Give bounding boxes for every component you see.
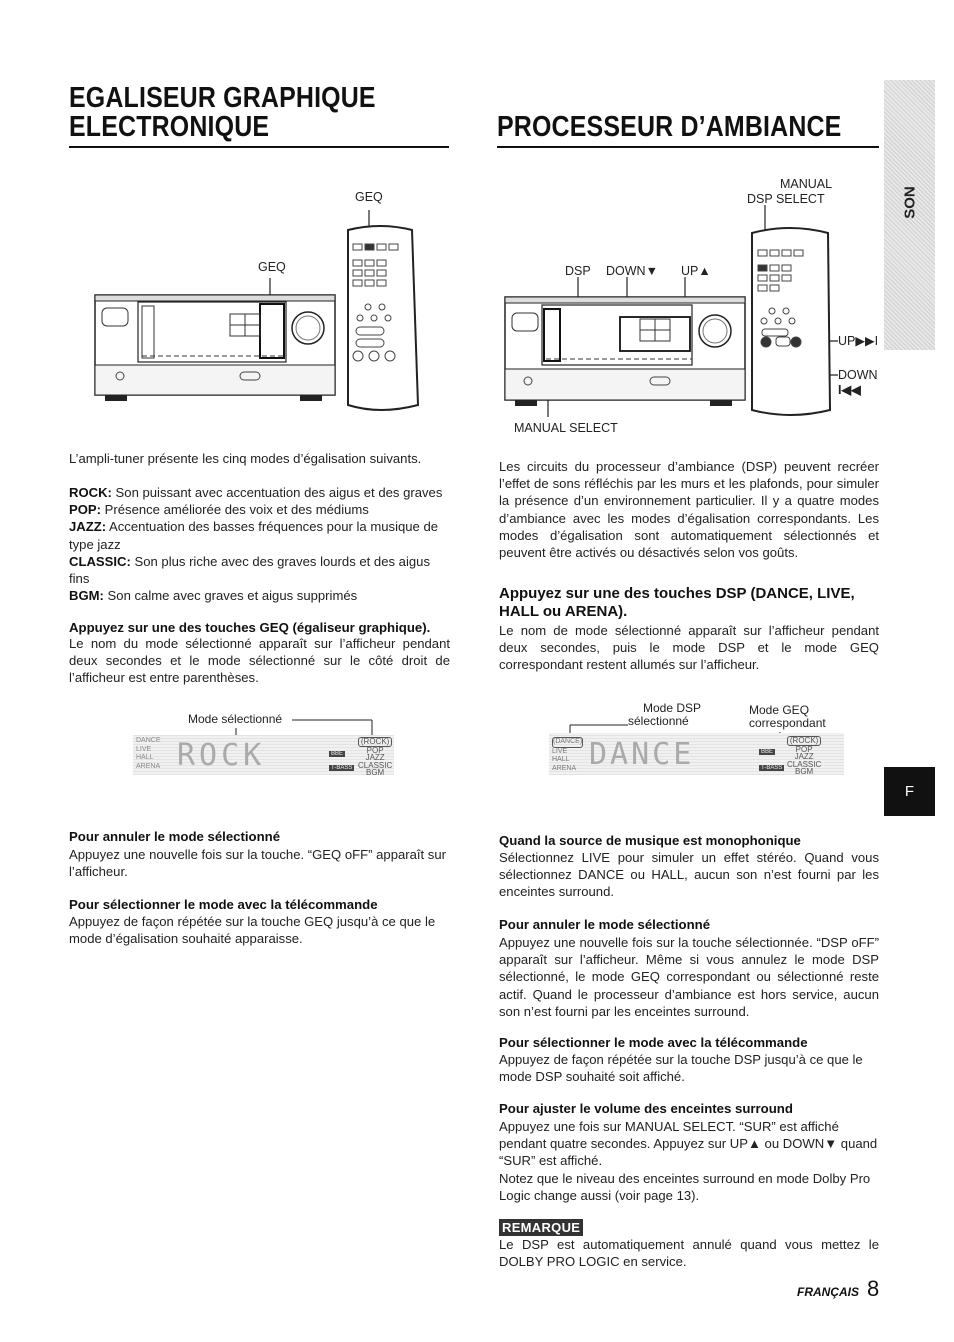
down-remote-label: DOWN — [838, 368, 878, 382]
right-display-segment-text: DANCE — [589, 737, 695, 772]
right-display-tbass-badge: T-BASS — [761, 765, 783, 771]
amplifier-illustration-left — [90, 200, 430, 415]
eq-mode-pop: POP: Présence améliorée des voix et des médiums — [69, 502, 369, 518]
left-cancel-heading: Pour annuler le mode sélectionné — [69, 829, 281, 844]
right-display-geq-label: Mode GEQ correspondant — [749, 703, 826, 730]
left-title-rule — [69, 146, 449, 148]
geq-remote-label: GEQ — [355, 190, 383, 204]
eq-mode-rock: ROCK: Son puissant avec accentuation des aigus et des graves — [69, 485, 443, 500]
dsp-select-label: DSP SELECT — [747, 192, 825, 206]
left-press-text: Le nom du mode sélectionné apparaît sur l’afficheur pendant deux secondes et le mode sélectionné sur le côté droit de l’afficheur est entre parenthèses. — [69, 636, 450, 686]
remark-text: Le DSP est automatiquement annulé quand vous mettez le DOLBY PRO LOGIC en service. — [499, 1237, 879, 1270]
footer-language: FRANÇAIS — [797, 1285, 859, 1299]
right-press-text: Le nom de mode sélectionné apparaît sur l’afficheur pendant deux secondes, puis le mode DSP et le mode GEQ correspondant restent allumés sur l’afficheur. — [499, 623, 879, 673]
side-tab-label: SON — [901, 186, 919, 219]
down-remote-symbol: I◀◀ — [838, 383, 861, 397]
side-tab-son — [884, 80, 935, 350]
manual-select-label: MANUAL SELECT — [514, 421, 618, 435]
right-title-rule — [497, 146, 879, 148]
right-mono-text: Sélectionnez LIVE pour simuler un effet stéréo. Quand vous sélectionnez DANCE ou HALL, aucun son n’est fourni par les enceintes surround. — [499, 850, 879, 900]
left-cancel-text: Appuyez une nouvelle fois sur la touche. “GEQ oFF” apparaît sur l’afficheur. — [69, 847, 447, 880]
left-display-label: Mode sélectionné — [188, 712, 283, 726]
eq-mode-bgm: BGM: Son calme avec graves et aigus supprimés — [69, 588, 358, 604]
right-display-bbe-badge: BBE — [761, 749, 774, 755]
down-label: DOWN▼ — [606, 264, 658, 278]
right-surround-text-2: Notez que le niveau des enceintes surround en mode Dolby Pro Logic change aussi (voir page 13). — [499, 1170, 871, 1203]
right-surround-heading: Pour ajuster le volume des enceintes surround — [499, 1101, 793, 1116]
left-title-line1: EGALISEUR GRAPHIQUE — [69, 82, 376, 114]
right-display-dsp-modes: (DANCE) LIVE HALL ARENA — [552, 738, 583, 772]
footer-page-number: 8 — [867, 1276, 880, 1301]
right-display-dsp-label: Mode DSP sélectionné — [628, 701, 702, 728]
left-remote-heading: Pour sélectionner le mode avec la télécommande — [69, 897, 378, 912]
left-title-line2: ELECTRONIQUE — [69, 111, 270, 143]
manual-label: MANUAL — [780, 177, 833, 191]
language-tab-label: F — [904, 783, 915, 800]
right-remote-heading: Pour sélectionner le mode avec la télécommande — [499, 1035, 808, 1050]
left-press-heading: Appuyez sur une des touches GEQ (égaliseur graphique). — [69, 620, 431, 635]
left-display-segment-text: ROCK — [177, 738, 266, 773]
left-remote-text: Appuyez de façon répétée sur la touche GEQ jusqu’à ce que le mode d’égalisation souhaité apparaisse. — [69, 914, 436, 947]
right-press-heading: Appuyez sur une des touches DSP (DANCE, LIVE, HALL ou ARENA). — [499, 585, 855, 620]
left-intro: L’ampli-tuner présente les cinq modes d’égalisation suivants. — [69, 451, 422, 466]
dsp-label: DSP — [565, 264, 591, 278]
left-display-tbass-badge: T-BASS — [331, 765, 353, 771]
right-surround-text-1: Appuyez une fois sur MANUAL SELECT. “SUR” est affiché pendant quatre secondes. Appuyez sur UP▲ ou DOWN▼ quand “SUR” est affiché. — [499, 1119, 878, 1169]
remark-badge: REMARQUE — [499, 1219, 583, 1236]
right-surround-text — [499, 1118, 879, 1204]
amplifier-illustration-right — [500, 205, 840, 420]
right-display-panel — [549, 733, 844, 775]
right-cancel-heading: Pour annuler le mode sélectionné — [499, 917, 711, 932]
eq-mode-jazz: JAZZ: Accentuation des basses fréquences pour la musique de type jazz — [69, 519, 439, 552]
up-remote-label: UP▶▶I — [838, 334, 879, 348]
right-intro: Les circuits du processeur d’ambiance (DSP) peuvent recréer l’effet de sons réfléchis par les murs et les plafonds, pour simuler la présence d’un environnement particulier. Il y a quatre modes d’ambiance avec les modes d’égalisation correspondants. Les modes d’égalisation sont automatiquement sélectionnés et peuvent être activés ou désactivés selon vos goûts. — [499, 459, 879, 561]
left-display-dsp-modes: DANCE LIVE HALL ARENA — [136, 737, 161, 770]
up-label: UP▲ — [681, 264, 711, 278]
right-remote-text: Appuyez de façon répétée sur la touche DSP jusqu’à ce que le mode DSP souhaité soit affiché. — [499, 1052, 863, 1085]
right-display-geq-modes: (ROCK) POP JAZZ CLASSIC BGM — [787, 736, 822, 776]
right-title: PROCESSEUR D’AMBIANCE — [497, 111, 842, 143]
right-cancel-text: Appuyez une nouvelle fois sur la touche sélectionnée. “DSP oFF” apparaît sur l’afficheur. Même si vous annulez le mode DSP sélectionné, le mode GEQ correspondant ou sélectionné reste actif. Quand le processeur d’ambiance est hors service, aucun son n’est fourni par les enceintes surround. — [499, 935, 879, 1019]
language-tab — [884, 767, 935, 816]
left-display-bbe-badge: BBE — [331, 751, 344, 757]
right-mono-heading: Quand la source de musique est monophonique — [499, 833, 801, 848]
left-display-geq-modes: (ROCK) POP JAZZ CLASSIC BGM — [358, 737, 393, 777]
eq-mode-classic: CLASSIC: Son plus riche avec des graves lourds et des aigus fins — [69, 553, 430, 587]
eq-mode-list — [69, 484, 450, 604]
left-display-panel — [133, 735, 394, 775]
geq-unit-label: GEQ — [258, 260, 286, 274]
